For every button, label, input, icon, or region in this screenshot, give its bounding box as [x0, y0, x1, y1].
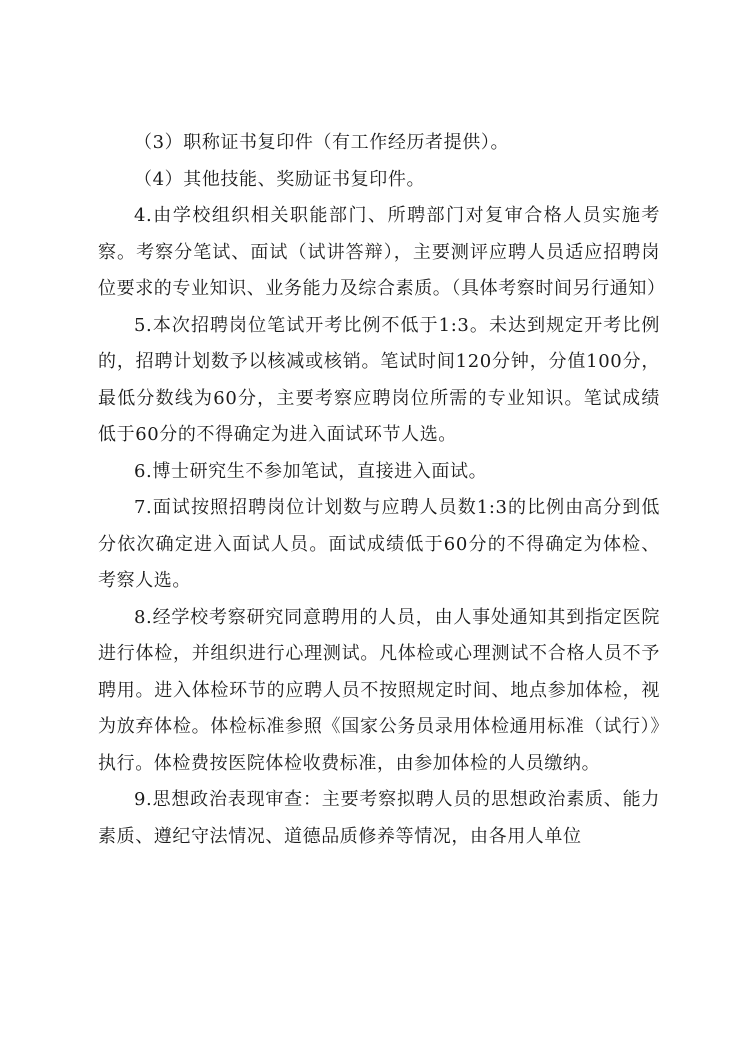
paragraph-step-6-phd: 6.博士研究生不参加笔试，直接进入面试。: [134, 460, 488, 482]
paragraph-step-8-medical-exam: 8.经学校考察研究同意聘用的人员，由人事处通知其到指定医院进行体检，并组织进行心理测试。凡体检或心理测试不合格人员不予聘用。进入体检环节的应聘人员不按照规定时间、地点参加体检，视为放弃体检。体检标准参照《国家公务员录用体检通用标准（试行）》执行。体检费按医院体检收费标准，由参加体检的人员缴纳。: [98, 606, 660, 774]
paragraph-step-4-inspection: 4.由学校组织相关职能部门、所聘部门对复审合格人员实施考察。考察分笔试、面试（试讲答辩），主要测评应聘人员适应招聘岗位要求的专业知识、业务能力及综合素质。（具体考察时间另行通知）: [98, 205, 666, 299]
paragraph-step-7-interview: 7.面试按照招聘岗位计划数与应聘人员数1:3的比例由高分到低分依次确定进入面试人员。面试成绩低于60分的不得确定为体检、考察人选。: [98, 497, 660, 591]
paragraph-step-5-written-exam: 5.本次招聘岗位笔试开考比例不低于1:3。未达到规定开考比例的，招聘计划数予以核减或核销。笔试时间120分钟，分值100分，最低分数线为60分，主要考察应聘岗位所需的专业知识。笔试成绩低于60分的不得确定为进入面试环节人选。: [98, 314, 660, 445]
paragraph-item-4-other-certificates: （4）其他技能、奖励证书复印件。: [134, 168, 426, 190]
document-body: [98, 125, 666, 855]
paragraph-item-3-certificate: （3）职称证书复印件（有工作经历者提供）。: [134, 132, 510, 153]
paragraph-step-9-political-review: 9.思想政治表现审查：主要考察拟聘人员的思想政治素质、能力素质、遵纪守法情况、道德品质修养等情况，由各用人单位: [98, 789, 660, 847]
